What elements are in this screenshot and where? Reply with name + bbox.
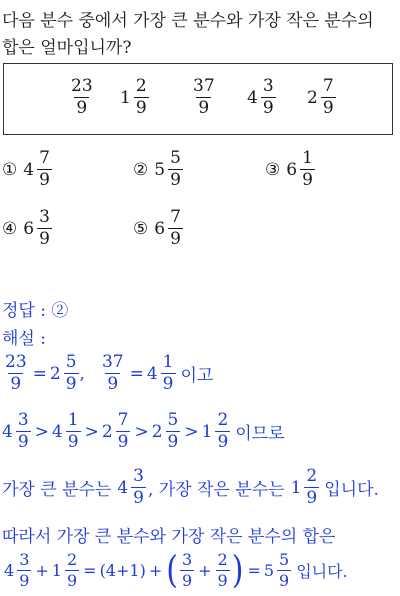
solution-line-3: 가장 큰 분수는 4 $\frac{3}{9}$ , 가장 작은 분수는 1 $\frac{2}{9}$ 입니다. bbox=[2, 466, 379, 508]
box-fraction-3: $\frac{37}{9}$ bbox=[193, 76, 215, 118]
answer-value: ② bbox=[51, 301, 69, 321]
choice-1[interactable]: ① 4 $\frac{7}{9}$ bbox=[2, 148, 50, 190]
box-fraction-5: 2 $\frac{7}{9}$ bbox=[307, 76, 334, 118]
solution-line-5: 4 $\frac{3}{9}$ + 1 $\frac{2}{9}$ = (4+1) + ( $\frac{3}{9}$ + $\frac{2}{9}$ ) = 5 $\frac{5}{9}$ 입니다. bbox=[4, 548, 348, 592]
solution-label: 해설 : bbox=[2, 329, 46, 349]
answer-label: 정답 : bbox=[2, 301, 52, 321]
box-fraction-1: $\frac{23}{9}$ bbox=[71, 76, 93, 118]
answer-line bbox=[2, 296, 68, 321]
box-fraction-4: 4 $\frac{3}{9}$ bbox=[247, 76, 274, 118]
choice-2[interactable]: ② 5 $\frac{5}{9}$ bbox=[133, 148, 181, 190]
question-line-2: 합은 얼마입니까? bbox=[2, 38, 132, 58]
solution-line-2: 4 $\frac{3}{9}$ > 4 $\frac{1}{9}$ > 2 $\frac{7}{9}$ > 2 $\frac{5}{9}$ > 1 $\frac{2}{9}$ 이므로 bbox=[2, 410, 285, 452]
solution-line-1: $\frac{23}{9}$ = 2 $\frac{5}{9}$ , $\frac{37}{9}$ = 4 $\frac{1}{9}$ 이고 bbox=[5, 352, 214, 394]
choice-5[interactable]: ⑤ 6 $\frac{7}{9}$ bbox=[133, 207, 181, 249]
question-line-1: 다음 분수 중에서 가장 큰 분수와 가장 작은 분수의 bbox=[2, 11, 374, 31]
choice-4[interactable]: ④ 6 $\frac{3}{9}$ bbox=[2, 207, 50, 249]
box-fraction-2: 1 $\frac{2}{9}$ bbox=[120, 76, 147, 118]
solution-line-4: 따라서 가장 큰 분수와 가장 작은 분수의 합은 bbox=[2, 527, 336, 547]
choice-3[interactable]: ③ 6 $\frac{1}{9}$ bbox=[265, 148, 313, 190]
